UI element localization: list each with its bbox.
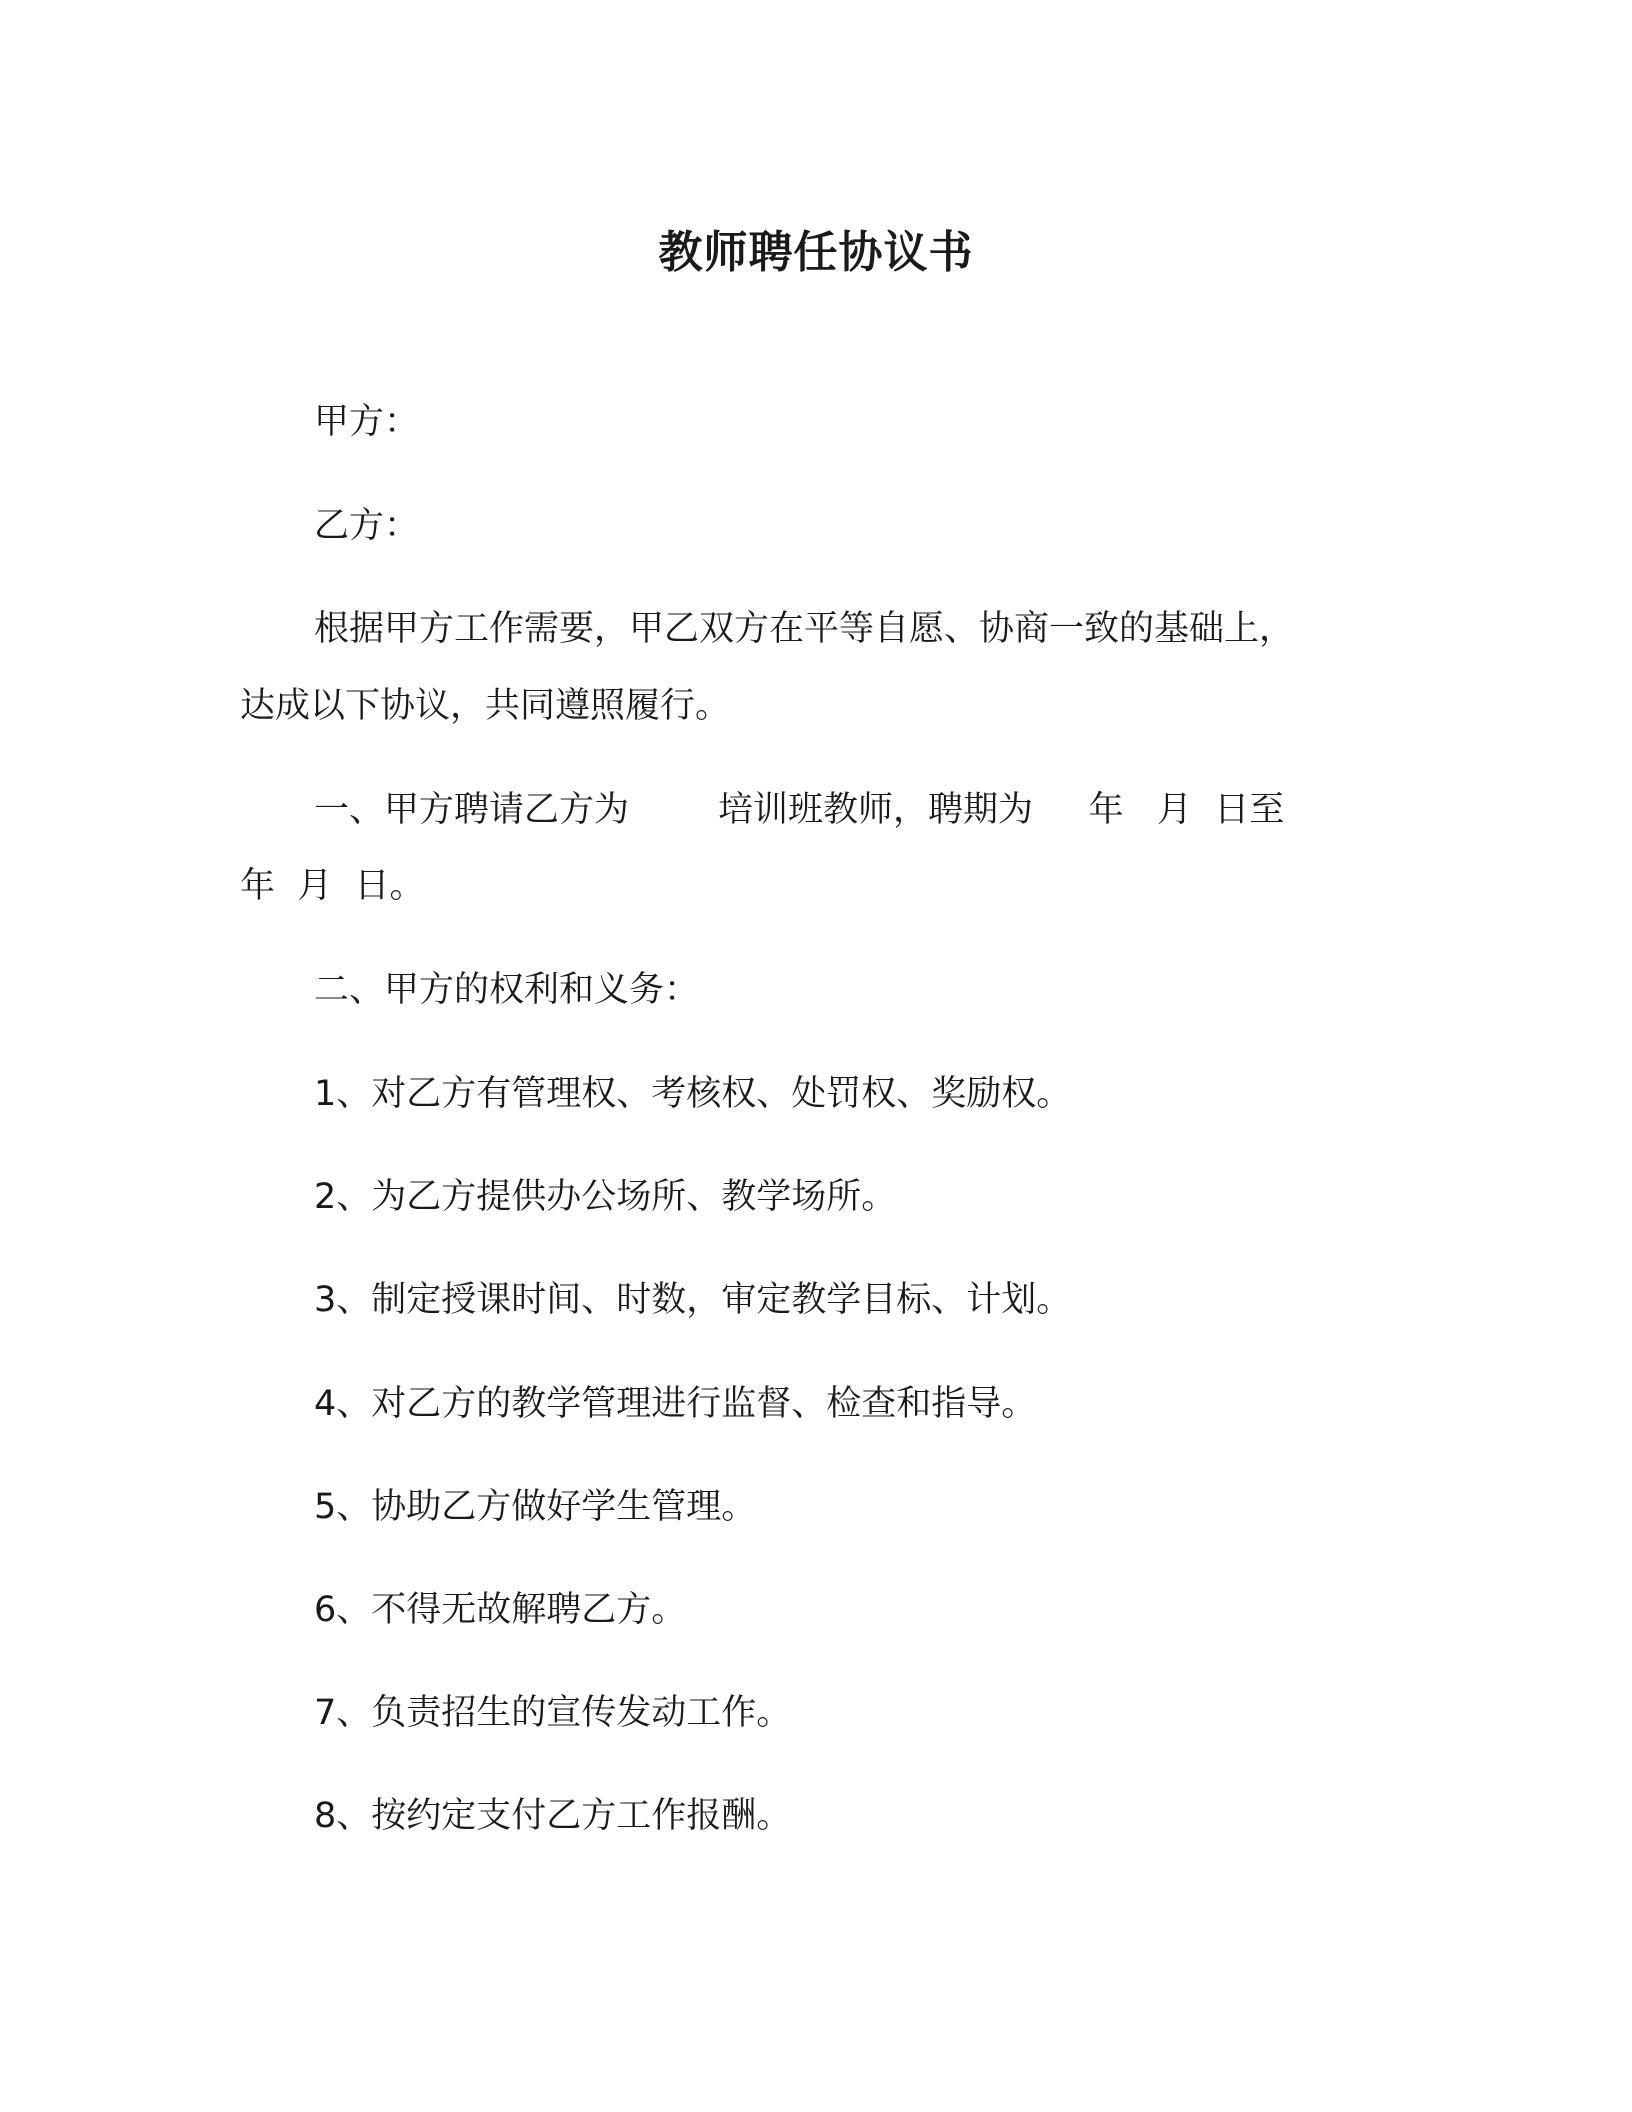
party-b-label: 乙方： [314, 506, 420, 546]
list-item: 4、对乙方的教学管理进行监督、检查和指导。 [314, 1384, 1037, 1424]
clause-2-heading: 二、甲方的权利和义务： [314, 970, 700, 1010]
clause-1-line-2: 年 月 日。 [240, 866, 425, 906]
list-item: 2、为乙方提供办公场所、教学场所。 [314, 1177, 897, 1217]
list-item: 3、制定授课时间、时数，审定教学目标、计划。 [314, 1280, 1072, 1320]
party-a-label: 甲方： [314, 402, 420, 442]
list-item: 8、按约定支付乙方工作报酬。 [314, 1796, 792, 1836]
list-item: 5、协助乙方做好学生管理。 [314, 1487, 757, 1527]
intro-paragraph-line-2: 达成以下协议，共同遵照履行。 [240, 686, 731, 726]
list-item: 6、不得无故解聘乙方。 [314, 1590, 687, 1630]
document-title: 教师聘任协议书 [658, 227, 974, 278]
list-item: 7、负责招生的宣传发动工作。 [314, 1693, 792, 1733]
intro-paragraph-line-1: 根据甲方工作需要，甲乙双方在平等自愿、协商一致的基础上， [314, 609, 1295, 649]
clause-1-line-1: 一、甲方聘请乙方为 培训班教师，聘期为 年 月 日至 [314, 790, 1285, 830]
list-item: 1、对乙方有管理权、考核权、处罚权、奖励权。 [314, 1074, 1072, 1114]
